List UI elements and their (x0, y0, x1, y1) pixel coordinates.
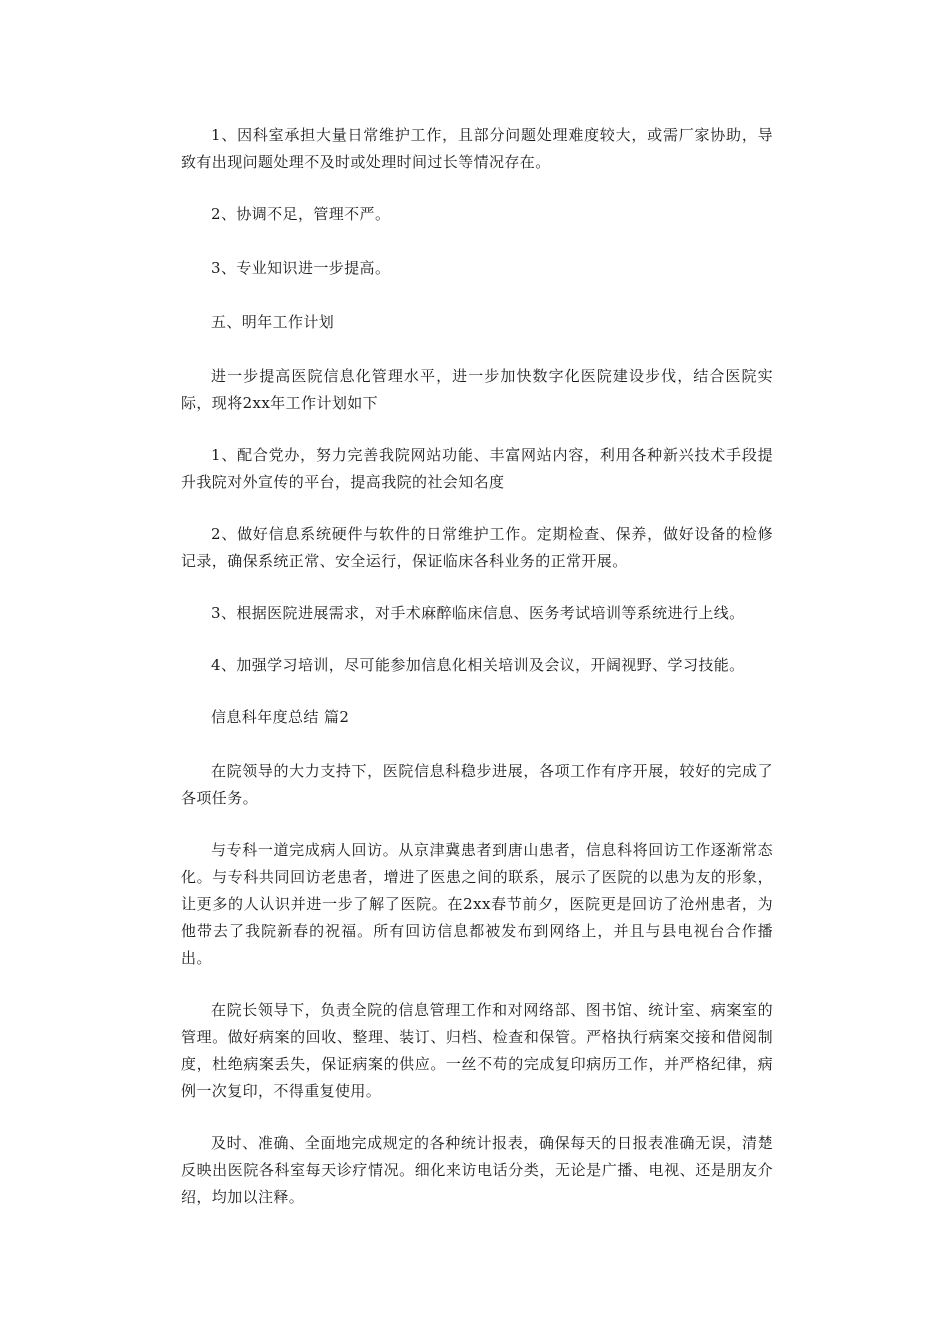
paragraph-problem-1: 1、因科室承担大量日常维护工作，且部分问题处理难度较大，或需厂家协助，导致有出现问题处理不及时或处理时间过长等情况存在。 (181, 126, 773, 171)
paragraph-plan-1: 1、配合党办，努力完善我院网站功能、丰富网站内容，利用各种新兴技术手段提升我院对外宣传的平台，提高我院的社会知名度 (181, 446, 773, 491)
paragraph-records-management: 在院长领导下，负责全院的信息管理工作和对网络部、图书馆、统计室、病案室的管理。做好病案的回收、整理、装订、归档、检查和保管。严格执行病案交接和借阅制度，杜绝病案丢失，保证病案的供应。一丝不苟的完成复印病历工作，并严格纪律，病例一次复印，不得重复使用。 (181, 1001, 773, 1100)
paragraph-plan-intro: 进一步提高医院信息化管理水平，进一步加快数字化医院建设步伐，结合医院实际，现将2xx年工作计划如下 (181, 367, 773, 412)
document-body (181, 122, 773, 1236)
paragraph-plan-4: 4、加强学习培训，尽可能参加信息化相关培训及会议，开阔视野、学习技能。 (211, 656, 745, 674)
paragraph-plan-2: 2、做好信息系统硬件与软件的日常维护工作。定期检查、保养，做好设备的检修记录，确保系统正常、安全运行，保证临床各科业务的正常开展。 (181, 525, 773, 570)
paragraph-problem-3: 3、专业知识进一步提高。 (211, 259, 391, 277)
paragraph-patient-followup: 与专科一道完成病人回访。从京津冀患者到唐山患者，信息科将回访工作逐渐常态化。与专科共同回访老患者，增进了医患之间的联系，展示了医院的以患为友的形象，让更多的人认识并进一步了解了医院。在2xx春节前夕，医院更是回访了沧州患者，为他带去了我院新春的祝福。所有回访信息都被发布到网络上，并且与县电视台合作播出。 (181, 841, 773, 967)
section-heading-next-year-plan: 五、明年工作计划 (211, 313, 335, 331)
paragraph-plan-3: 3、根据医院进展需求，对手术麻醉临床信息、医务考试培训等系统进行上线。 (211, 604, 745, 622)
section-heading-summary-part-2: 信息科年度总结 篇2 (211, 708, 350, 726)
paragraph-problem-2: 2、协调不足，管理不严。 (211, 205, 391, 223)
paragraph-summary-intro: 在院领导的大力支持下，医院信息科稳步进展，各项工作有序开展，较好的完成了各项任务。 (181, 762, 773, 807)
paragraph-statistics-reports: 及时、准确、全面地完成规定的各种统计报表，确保每天的日报表准确无误，清楚反映出医院各科室每天诊疗情况。细化来访电话分类，无论是广播、电视、还是朋友介绍，均加以注释。 (181, 1134, 773, 1206)
